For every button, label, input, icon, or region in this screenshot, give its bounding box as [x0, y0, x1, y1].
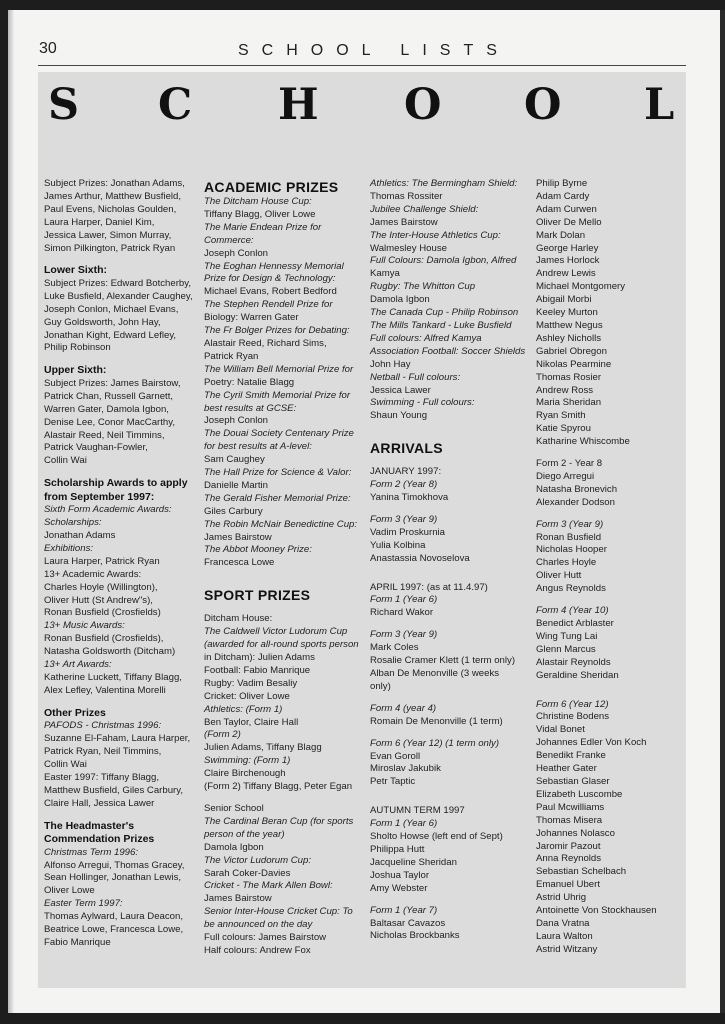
text-line: Form 3 (Year 9) [370, 513, 438, 525]
text-line: Anastassia Novoselova [370, 552, 470, 564]
text-line: Form 3 (Year 9) [536, 518, 604, 530]
text-line: Andrew Ross [536, 384, 594, 396]
text-line: Football: Fabio Manrique [204, 664, 311, 676]
text-line: Charles Hoyle [536, 557, 597, 569]
text-line: Philip Byrne [536, 178, 588, 189]
text-line: Form 4 (year 4) [370, 702, 437, 714]
text-line: PAFODS - Christmas 1996: [44, 720, 162, 732]
text-line: Mark Coles [370, 642, 419, 654]
text-line: Yulia Kolbina [370, 539, 426, 551]
text-line: Alban De Menonville (3 weeks [370, 668, 500, 679]
text-line: Oliver Lowe [44, 885, 95, 897]
spacer [536, 510, 684, 519]
text-line: Nikolas Pearmine [536, 358, 612, 370]
text-line: James Bairstow [204, 893, 272, 905]
spacer [370, 505, 530, 514]
text-line: Adam Cardy [536, 190, 590, 202]
text-line: Nicholas Hooper [536, 544, 607, 556]
spacer [370, 896, 530, 905]
running-head: SCHOOL LISTS [238, 42, 510, 59]
text-line: Form 6 (Year 12) (1 term only) [370, 737, 500, 749]
section-heading: ACADEMIC PRIZES [204, 179, 339, 195]
text-line: Easter 1997: Tiffany Blagg, [44, 771, 160, 783]
text-line: Alastair Reynolds [536, 656, 611, 668]
text-line: Easter Term 1997: [44, 898, 123, 910]
text-column-1 [44, 178, 194, 950]
text-line: Collin Wai [44, 759, 87, 771]
text-line: Joseph Conlon, Michael Evans, [44, 303, 179, 315]
text-line: Form 3 (Year 9) [370, 629, 438, 641]
text-line: Sebastian Glaser [536, 775, 610, 787]
text-line: person of the year) [204, 828, 285, 840]
subheading: Scholarship Awards to apply [44, 477, 188, 490]
text-line: Sixth Form Academic Awards: [44, 504, 172, 516]
text-line: Laura Harper, Daniel Kim, [44, 216, 155, 228]
text-line: The Victor Ludorum Cup: [204, 854, 312, 866]
text-line: Baltasar Cavazos [370, 917, 446, 929]
spacer [370, 566, 530, 582]
text-line: Nicholas Brockbanks [370, 930, 460, 942]
text-line: Jacqueline Sheridan [370, 856, 457, 868]
text-line: Benedikt Franke [536, 750, 606, 762]
text-line: Joseph Conlon [204, 247, 269, 259]
text-line: Vadim Proskurnia [370, 526, 446, 538]
spacer [536, 683, 684, 699]
text-line: Mark Dolan [536, 229, 586, 241]
text-line: Thomas Misera [536, 814, 603, 826]
text-line: Form 1 (Year 7) [370, 904, 438, 916]
spacer [370, 620, 530, 629]
text-line: Astrid Uhrig [536, 892, 587, 904]
spacer [204, 794, 362, 803]
text-line: Elizabeth Luscombe [536, 788, 623, 800]
text-line: Johannes Edler Von Koch [536, 737, 647, 749]
text-line: Form 1 (Year 6) [370, 594, 438, 606]
text-line: Athletics: (Form 1) [204, 703, 283, 715]
text-line: Wing Tung Lai [536, 630, 598, 642]
text-line: Prize for Design & Technology: [204, 273, 336, 285]
text-line: Form 4 (Year 10) [536, 605, 609, 617]
text-line: Astrid Witzany [536, 943, 598, 955]
text-line: Walmesley House [370, 242, 447, 254]
text-line: Thomas Aylward, Laura Deacon, [44, 911, 184, 923]
text-line: Jonathan Kight, Edward Lefley, [44, 329, 177, 341]
text-line: Tiffany Blagg, Oliver Lowe [204, 208, 316, 220]
subheading: Other Prizes [44, 706, 106, 719]
text-line: Heather Gater [536, 763, 597, 775]
subheading: Upper Sixth: [44, 364, 107, 377]
text-line: Laura Harper, Patrick Ryan [44, 555, 160, 567]
text-line: Biology: Warren Gater [204, 312, 299, 324]
text-line: (awarded for all-round sports person [204, 639, 359, 651]
text-line: Shaun Young [370, 410, 428, 422]
text-line: Ben Taylor, Claire Hall [204, 716, 299, 728]
text-line: Half colours: Andrew Fox [204, 944, 311, 956]
text-column-2 [204, 178, 362, 958]
text-line: JANUARY 1997: [370, 466, 442, 478]
text-line: Miroslav Jakubik [370, 763, 441, 775]
text-line: Alastair Reed, Richard Sims, [204, 337, 327, 349]
text-line: Athletics: The Bermingham Shield: [370, 178, 518, 189]
text-line: Full Colours: Damola Igbon, Alfred [370, 255, 517, 267]
text-line: Ronan Busfield (Crosfields), [44, 633, 164, 645]
spacer [370, 729, 530, 738]
text-line: Matthew Busfield, Giles Carbury, [44, 784, 183, 796]
text-line: James Bairstow [204, 531, 272, 543]
text-line: Association Football: Soccer Shields [370, 345, 526, 357]
subheading: Commendation Prizes [44, 833, 155, 846]
text-line: Commerce: [204, 234, 254, 246]
text-line: 13+ Music Awards: [44, 620, 125, 632]
spacer [204, 604, 362, 613]
text-line: Netball - Full colours: [370, 371, 461, 383]
text-line: James Horlock [536, 255, 600, 267]
text-line: Andrew Lewis [536, 268, 596, 280]
text-line: The Hall Prize for Science & Valor: [204, 467, 352, 479]
text-line: Cricket - The Mark Allen Bowl: [204, 880, 333, 892]
text-line: Jessica Lawer, Simon Murray, [44, 229, 172, 241]
text-line: The Douai Society Centenary Prize [204, 428, 354, 440]
text-line: Francesca Lowe [204, 557, 275, 569]
text-line: Claire Hall, Jessica Lawer [44, 797, 155, 809]
text-line: 13+ Academic Awards: [44, 568, 142, 580]
text-line: Antoinette Von Stockhausen [536, 905, 657, 917]
text-line: Suzanne El-Faham, Laura Harper, [44, 733, 191, 745]
text-line: Vidal Bonet [536, 724, 585, 736]
text-line: Oliver Hutt [536, 570, 582, 582]
text-line: Amy Webster [370, 882, 428, 894]
text-line: Natasha Bronevich [536, 483, 618, 495]
text-line: The Fr Bolger Prizes for Debating: [204, 325, 350, 337]
text-line: Oliver Hutt (St Andrew"s), [44, 594, 153, 606]
text-line: Jonathan Adams [44, 530, 116, 542]
text-line: Danielle Martin [204, 479, 268, 491]
text-line: Claire Birchenough [204, 768, 286, 780]
text-line: Scholarships: [44, 517, 102, 529]
big-letter: S [48, 80, 80, 130]
text-line: Cricket: Oliver Lowe [204, 690, 290, 702]
page-number: 30 [39, 40, 57, 57]
spacer [370, 423, 530, 439]
text-line: The William Bell Memorial Prize for [204, 363, 354, 375]
text-line: Ashley Nicholls [536, 332, 602, 344]
text-line: Sam Caughey [204, 454, 265, 466]
text-line: Matthew Negus [536, 319, 603, 331]
text-line: Christine Bodens [536, 711, 610, 723]
text-line: Sholto Howse (left end of Sept) [370, 831, 503, 843]
big-letter: C [158, 80, 193, 130]
text-line: Gabriel Obregon [536, 345, 607, 357]
text-line: The Stephen Rendell Prize for [204, 299, 333, 311]
spacer [536, 449, 684, 458]
text-line: Rugby: The Whitton Cup [370, 281, 476, 293]
text-line: Angus Reynolds [536, 583, 606, 595]
big-letter: O [524, 80, 562, 130]
text-line: Full colours: James Bairstow [204, 932, 327, 944]
text-line: Joshua Taylor [370, 869, 430, 881]
text-line: Emanuel Ubert [536, 879, 600, 891]
text-line: Michael Evans, Robert Bedford [204, 286, 337, 298]
text-line: (Form 2) [204, 729, 241, 741]
text-line: Natasha Goldsworth (Ditcham) [44, 646, 176, 658]
text-line: Alex Lefley, Valentina Morelli [44, 684, 166, 696]
text-line: Charles Hoyle (Willington), [44, 581, 158, 593]
spacer [44, 255, 194, 264]
text-line: Sarah Coker-Davies [204, 867, 291, 879]
text-line: James Arthur, Matthew Busfield, [44, 190, 182, 202]
text-line: Beatrice Lowe, Francesca Lowe, [44, 924, 184, 936]
text-line: Abigail Morbi [536, 294, 592, 306]
text-line: in Ditcham): Julien Adams [204, 652, 315, 663]
text-line: Paul Mcwilliams [536, 801, 605, 813]
text-line: Michael Montgomery [536, 281, 626, 293]
spacer [204, 570, 362, 586]
text-line: Fabio Manrique [44, 937, 111, 948]
text-line: Adam Curwen [536, 203, 597, 215]
text-line: The Cardinal Beran Cup (for sports [204, 815, 354, 827]
text-line: Form 1 (Year 6) [370, 818, 438, 830]
big-letter: H [278, 80, 319, 130]
text-line: Guy Goldsworth, John Hay, [44, 316, 161, 328]
text-line: The Gerald Fisher Memorial Prize: [204, 492, 351, 504]
text-line: Philippa Hutt [370, 843, 425, 855]
text-line: The Eoghan Hennessy Memorial [204, 260, 344, 272]
text-line: Swimming: (Form 1) [204, 755, 291, 767]
text-line: Exhibitions: [44, 542, 94, 554]
text-line: George Harley [536, 242, 599, 254]
text-line: Romain De Menonville (1 term) [370, 715, 503, 727]
text-line: Thomas Rossiter [370, 190, 443, 202]
page-spine [8, 10, 14, 1013]
subheading: The Headmaster's [44, 819, 135, 832]
text-line: Paul Evens, Nicholas Goulden, [44, 203, 177, 215]
text-line: Geraldine Sheridan [536, 669, 619, 681]
text-line: Ronan Busfield (Crosfields) [44, 607, 161, 619]
text-line: Simon Pilkington, Patrick Ryan [44, 242, 176, 254]
text-line: Ditcham House: [204, 613, 273, 625]
subheading: from September 1997: [44, 490, 155, 503]
text-line: Poetry: Natalie Blagg [204, 376, 295, 388]
text-line: The Caldwell Victor Ludorum Cup [204, 626, 348, 638]
big-letter: L [644, 80, 675, 130]
text-line: Patrick Vaughan-Fowler, [44, 442, 148, 454]
text-line: only) [370, 680, 391, 692]
text-line: Thomas Rosier [536, 371, 602, 383]
spacer [44, 698, 194, 707]
text-line: Luke Busfield, Alexander Caughey, [44, 290, 193, 302]
spacer [370, 457, 530, 466]
text-line: Sebastian Schelbach [536, 866, 627, 878]
text-line: Subject Prizes: Edward Botcherby, [44, 277, 191, 289]
text-line: The Ditcham House Cup: [204, 196, 312, 207]
text-line: Katherine Luckett, Tiffany Blagg, [44, 672, 182, 683]
spacer [44, 468, 194, 477]
text-line: for best results at A-level: [204, 441, 312, 453]
text-line: John Hay [370, 358, 411, 370]
text-line: Form 2 - Year 8 [536, 458, 603, 470]
header-rule [38, 65, 686, 66]
text-line: Patrick Ryan [204, 350, 259, 362]
text-line: Damola Igbon [204, 841, 264, 853]
text-line: The Abbot Mooney Prize: [204, 544, 312, 556]
text-line: Laura Walton [536, 930, 593, 942]
section-heading: ARRIVALS [370, 440, 443, 457]
text-line: Evan Goroll [370, 750, 421, 762]
text-line: APRIL 1997: (as at 11.4.97) [370, 581, 488, 593]
subheading: Lower Sixth: [44, 264, 108, 277]
text-line: The Marie Endean Prize for [204, 221, 322, 233]
text-column-4 [536, 178, 684, 957]
text-line: Alexander Dodson [536, 496, 615, 508]
text-line: Oliver De Mello [536, 216, 602, 228]
text-line: Richard Wakor [370, 607, 434, 619]
text-line: Senior Inter-House Cricket Cup: To [204, 906, 353, 918]
text-line: Rosalie Cramer Klett (1 term only) [370, 655, 516, 667]
spacer [44, 811, 194, 820]
text-line: Alastair Reed, Neil Timmins, [44, 429, 165, 441]
text-line: Christmas Term 1996: [44, 846, 139, 858]
text-line: Form 6 (Year 12) [536, 698, 609, 710]
text-line: Sean Hollinger, Jonathan Lewis, [44, 872, 182, 884]
text-line: Jaromir Pazout [536, 840, 601, 852]
section-heading: SPORT PRIZES [204, 587, 311, 604]
text-line: Alfonso Arregui, Thomas Gracey, [44, 859, 185, 871]
text-line: Joseph Conlon [204, 415, 269, 427]
text-line: Subject Prizes: Jonathan Adams, [44, 178, 185, 189]
text-line: Giles Carbury [204, 505, 263, 517]
text-column-3 [370, 178, 530, 943]
text-line: Anna Reynolds [536, 853, 602, 865]
text-line: Swimming - Full colours: [370, 397, 475, 409]
spacer [370, 789, 530, 805]
text-line: Full colours: Alfred Kamya [370, 332, 482, 344]
spacer [44, 355, 194, 364]
text-line: Philip Robinson [44, 342, 111, 354]
page-edge [720, 10, 725, 1013]
text-line: (Form 2) Tiffany Blagg, Peter Egan [204, 781, 353, 793]
text-line: Subject Prizes: James Bairstow, [44, 377, 181, 389]
text-line: The Robin McNair Benedictine Cup: [204, 518, 358, 530]
text-line: Rugby: Vadim Besaliy [204, 677, 298, 689]
text-line: Patrick Ryan, Neil Timmins, [44, 746, 162, 758]
big-letter: O [404, 80, 442, 130]
text-line: Diego Arregui [536, 470, 595, 482]
text-line: Ronan Busfield [536, 531, 602, 543]
text-line: Warren Gater, Damola Igbon, [44, 403, 169, 415]
text-line: Senior School [204, 802, 264, 814]
text-line: Katie Spyrou [536, 423, 591, 435]
text-line: Keeley Murton [536, 307, 598, 319]
text-line: best results at GCSE: [204, 402, 297, 414]
spacer [536, 596, 684, 605]
text-line: The Inter-House Athletics Cup: [370, 229, 501, 241]
text-line: The Canada Cup - Philip Robinson [370, 307, 519, 319]
text-line: Glenn Marcus [536, 643, 596, 655]
text-line: AUTUMN TERM 1997 [370, 805, 465, 817]
text-line: Petr Taptic [370, 776, 416, 788]
text-line: Kamya [370, 268, 400, 280]
text-line: Maria Sheridan [536, 397, 602, 409]
text-line: The Cyril Smith Memorial Prize for [204, 389, 351, 401]
text-line: Katharine Whiscombe [536, 436, 630, 448]
text-line: Ryan Smith [536, 410, 586, 422]
text-line: Damola Igbon [370, 294, 430, 306]
spacer [370, 694, 530, 703]
text-line: Collin Wai [44, 455, 87, 467]
page [8, 10, 720, 1013]
text-line: Dana Vratna [536, 917, 590, 929]
text-line: 13+ Art Awards: [44, 659, 112, 671]
text-line: Denise Lee, Conor MacCarthy, [44, 416, 175, 428]
text-line: Patrick Chan, Russell Garnett, [44, 390, 174, 402]
text-line: The Mills Tankard - Luke Busfield [370, 319, 512, 331]
text-line: Yanina Timokhova [370, 492, 449, 504]
text-line: Jubilee Challenge Shield: [370, 203, 479, 215]
text-line: Johannes Nolasco [536, 827, 615, 839]
text-line: Form 2 (Year 8) [370, 479, 438, 491]
text-line: Julien Adams, Tiffany Blagg [204, 742, 322, 754]
text-line: be announced on the day [204, 919, 313, 931]
text-line: James Bairstow [370, 216, 438, 228]
text-line: Benedict Arblaster [536, 618, 614, 629]
text-line: Jessica Lawer [370, 384, 431, 396]
